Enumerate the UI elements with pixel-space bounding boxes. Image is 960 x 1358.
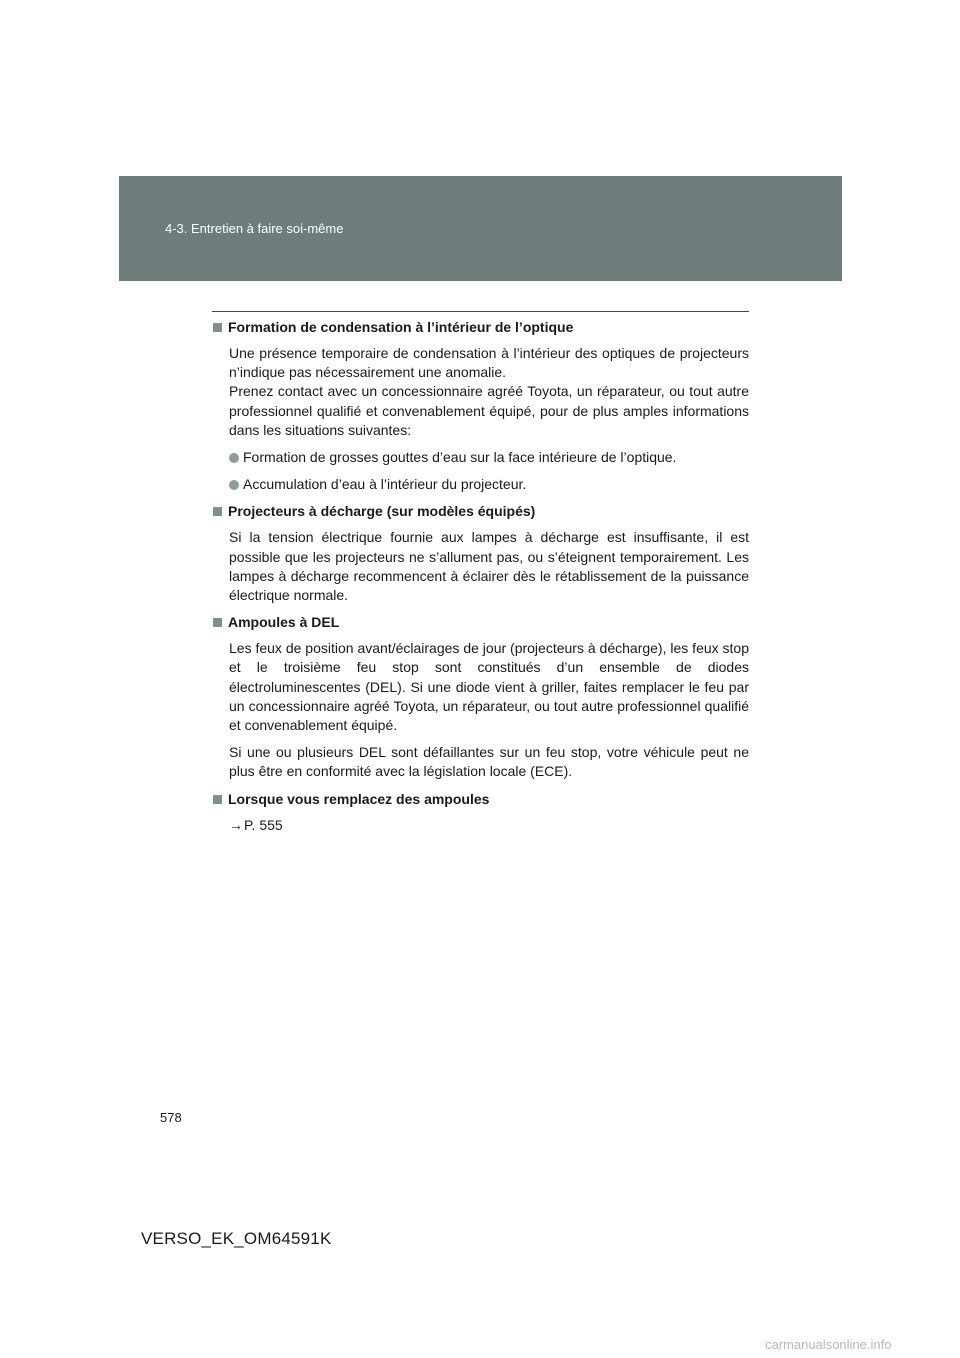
square-bullet-icon <box>213 618 222 627</box>
page-reference-text: P. 555 <box>244 816 283 833</box>
page-number: 578 <box>160 1110 182 1125</box>
section-title-text: Lorsque vous remplacez des ampoules <box>228 790 490 807</box>
square-bullet-icon <box>213 795 222 804</box>
section-title-replacing-bulbs <box>212 790 749 809</box>
paragraph: Si une ou plusieurs DEL sont défaillantes sur un feu stop, votre véhicule peut ne plus être en conformité avec la législation locale (ECE). <box>229 744 749 780</box>
section-title-text: Projecteurs à décharge (sur modèles équipés) <box>228 503 536 520</box>
bullet-text: Formation de grosses gouttes d’eau sur la face intérieure de l’optique. <box>243 449 677 466</box>
section-title-text: Formation de condensation à l’intérieur de l’optique <box>228 319 574 335</box>
footer-code: VERSO_EK_OM64591K <box>141 1229 332 1248</box>
section-title-text: Ampoules à DEL <box>228 614 340 631</box>
arrow-right-icon: → <box>229 816 243 833</box>
paragraph <box>229 344 749 440</box>
paragraph-text: Une présence temporaire de condensation à l’intérieur des optiques de projecteurs n’indique pas nécessairement une anomalie. <box>229 345 749 381</box>
round-bullet-icon <box>229 453 239 463</box>
square-bullet-icon <box>213 323 222 332</box>
bullet-text: Accumulation d’eau à l’intérieur du projecteur. <box>243 476 527 493</box>
page-reference[interactable] <box>229 816 749 835</box>
paragraph: Les feux de position avant/éclairages de jour (projecteurs à décharge), les feux stop et le troisième feu stop sont constitués d’un ensemble de diodes électroluminescentes (DEL). Si une diode vient à griller, faites remplacer le feu par un concessionnaire agréé Toyota, un réparateur, ou tout autre professionnel qualifié et convenablement équipé. <box>229 640 749 734</box>
bullet-item <box>229 448 749 467</box>
paragraph: Si la tension électrique fournie aux lampes à décharge est insuffisante, il est possible que les projecteurs ne s’allument pas, ou s’éteignent temporairement. Les lampes à décharge recommencent à éclairer dès le rétablissement de la puissance électrique normale. <box>229 529 749 604</box>
section-header-title: 4-3. Entretien à faire soi-même <box>165 221 344 236</box>
bullet-item <box>229 475 749 494</box>
square-bullet-icon <box>213 507 222 516</box>
section-title-discharge-headlights <box>212 502 749 521</box>
section-title-led-bulbs <box>212 613 749 632</box>
watermark: carmanualsonline.info <box>765 1337 892 1352</box>
section-title-condensation <box>212 318 749 337</box>
paragraph-text: Prenez contact avec un concessionnaire agréé Toyota, un réparateur, ou tout autre professionnel qualifié et convenablement équipé, pour de plus amples informations dans les situations suivantes: <box>229 383 749 438</box>
page-content <box>212 311 749 843</box>
round-bullet-icon <box>229 480 239 490</box>
